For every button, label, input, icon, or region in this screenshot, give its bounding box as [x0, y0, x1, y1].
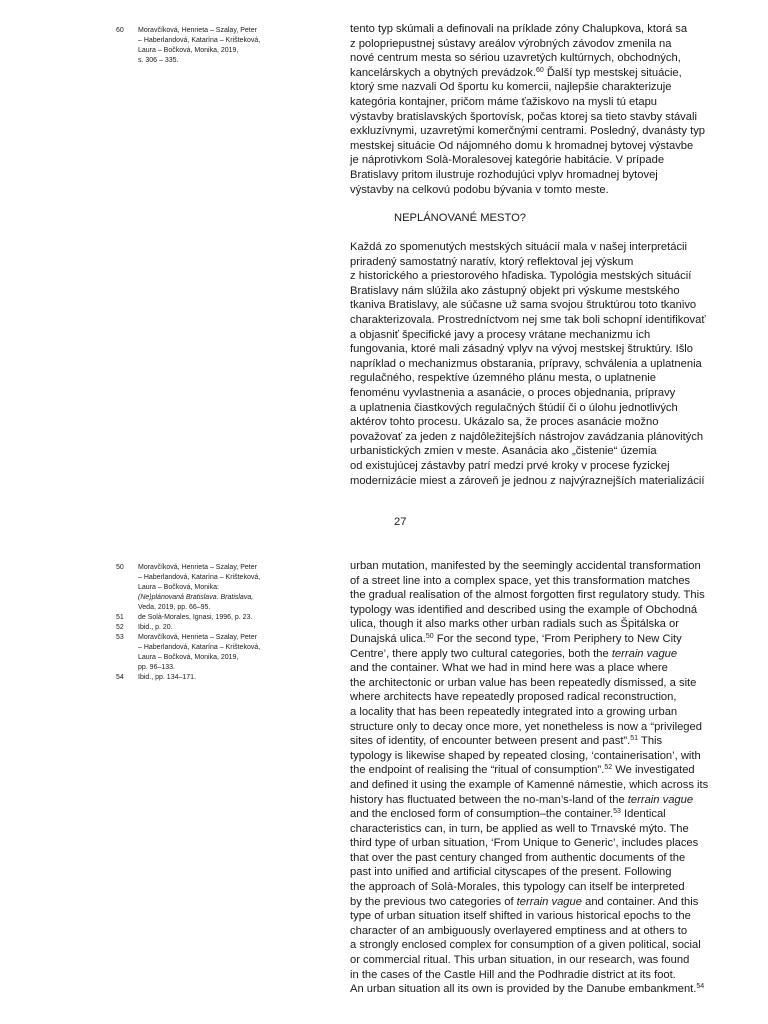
footnote-number: 52	[116, 624, 124, 631]
footnote-number: 60	[116, 27, 124, 34]
footnotes-bottom	[116, 563, 288, 683]
page-number: 27	[394, 516, 407, 528]
section-heading: NEPLÁNOVANÉ MESTO?	[394, 212, 527, 224]
paragraph-top-1: tento typ skúmali a definovali na príklade zóny Chalupkova, ktorá sa z polopriepustnej sústavy areálov výrobných závodov zmenila na nové centrum mesta so sériou uzavretých kultúrnych, obchodných, kancelárskych a obytných prevádzok.$^{60}$ Ďalší typ mestskej situácie, ktorý sme nazvali Od športu ku komercii, najlepšie charakterizuje kategória kontajner, pričom máme ťažiskovo na mysli tú etapu výstavby bratislavských športovísk, počas ktorej sa tieto stavby stávali exkluzívnymi, uzavretými komerčnými centrami. Posledný, dvanásty typ mestskej situácie Od nájomného domu k hromadnej bytovej výstavbe je náprotivkom Solà-Moralesovej kategórie habitácie. V prípade Bratislavy pritom ilustruje rozhodujúci vplyv hromadnej bytovej výstavby na celkovú podobu bývania v tomto meste.	[350, 23, 706, 196]
footnote-51: 51 de Solà-Morales, Ignasi, 1996, p. 23.	[116, 614, 253, 621]
footnote-number: 53	[116, 634, 124, 641]
footnote-ref-60: 60	[535, 66, 544, 74]
paragraph-top-2: Každá zo spomenutých mestských situácií mala v našej interpretácii priradený samostatný naratív, ktorý reflektoval jej výskum z historického a priestorového hľadiska. Typológia mestských situácií Bratislavy nám slúžila ako zástupný objekt pri výskume mestského tkaniva Bratislavy, ale súčasne už sama svojou štruktúrou toto tkanivo charakterizovala. Prostredníctvom nej sme tak boli schopní identifikovať a objasniť špecifické javy a procesy vrátane mechanizmu ich fungovania, ktoré mali zásadný vplyv na vývoj mestskej štruktúry. Išlo napríklad o mechanizmus obstarania, prípravy, schválenia a uplatnenia regulačného, respektíve územného plánu mesta, o uplatnenie fenoménu vyvlastnenia a asanácie, o proces objednania, prípravy a uplatnenia čiastkových regulačných štúdií či o úlohu jednotlivých aktérov tohto procesu. Ukázalo sa, že proces asanácie možno považovať za jeden z najdôležitejších nástrojov zavádzania plánovitých urbanistických zmien v meste. Asanácia ako „čistenie“ územia od existujúcej zástavby patrí medzi prvé kroky v procese fyzickej modernizácie miest a zároveň je jednou z najvýraznejších materializácií	[350, 241, 706, 487]
footnote-54: 54 Ibid., pp. 134–171.	[116, 674, 196, 681]
paragraph-bottom: urban mutation, manifested by the seemingly accidental transformation of a street line into a complex space, yet this transformation matches the gradual realisation of the almost forgotten first regulatory study. This typology was identified and described using the example of Obchodná ulica, though it also marks other urban radials such as Špitálska or Dunajská ulica.$^{50}$ For the second type, ‘From Periphery to New City Centre’, there apply two cultural categories, both the terrain vague and the container. What we had in mind here was a place where the architectonic or urban value has been repeatedly dismissed, a site where architects have repeatedly proposed radical reconstruction, a locality that has been repeatedly integrated into a growing urban structure only to decay once more, yet nonetheless is now a “privileged sites of identity, of encounter between present and past”.$^{51}$ This typology is likewise shaped by repeated closing, ‘containerisation’, with the endpoint of realising the “ritual of consumption”.$^{52}$ We investigated and defined it using the example of Kamenné námestie, which across its history has fluctuated between the no-man’s-land of the terrain vague and the enclosed form of consumption–the container.$^{53}$ Identical characteristics can, in turn, be applied as well to Trnavské mýto. The third type of urban situation, ‘From Unique to Generic’, includes places that over the past century changed from authentic documents of the past into unified and artificial cityscapes of the present. Following the approach of Solà-Morales, this typology can itself be interpreted by the previous two categories of terrain vague and container. And this type of urban situation itself shifted in various historical epochs to the character of an ambiguously overlayered emptiness and at others to a strongly enclosed complex for consumption of a given political, social or commercial ritual. This urban situation, in our research, was found in the cases of the Castle Hill and the Podhradie district at its foot. An urban situation all its own is provided by the Danube embankment.$^{54}$	[350, 560, 709, 996]
footnote-ref-52: 52	[604, 764, 613, 772]
footnote-ref-50: 50	[425, 632, 434, 640]
footnote-ref-53: 53	[613, 808, 621, 816]
footnote-number: 51	[116, 614, 124, 621]
footnote-50: 50 Moravčíková, Henrieta – Szalay, Peter – Haberlandová, Katarína – Krišteková, Laura – Bočková, Monika: (Ne)plánovaná Bratislava. Bratislava, Veda, 2019, pp. 66–95.	[116, 564, 261, 611]
footnote-number: 54	[116, 674, 124, 681]
footnote-60: 60 Moravčíková, Henrieta – Szalay, Peter – Haberlandová, Katarína – Krišteková, Laura – Bočková, Monika, 2019, s. 306 – 335.	[116, 27, 261, 64]
footnotes-top	[116, 26, 288, 66]
footnote-52: 52 Ibid., p. 20.	[116, 624, 173, 631]
footnote-ref-54: 54	[696, 983, 705, 991]
footnote-number: 50	[116, 564, 124, 571]
footnote-ref-51: 51	[630, 735, 639, 743]
footnote-53: 53 Moravčíková, Henrieta – Szalay, Peter – Haberlandová, Katarína – Krišteková, Laura – Bočková, Monika, 2019, pp. 96–133.	[116, 634, 261, 671]
